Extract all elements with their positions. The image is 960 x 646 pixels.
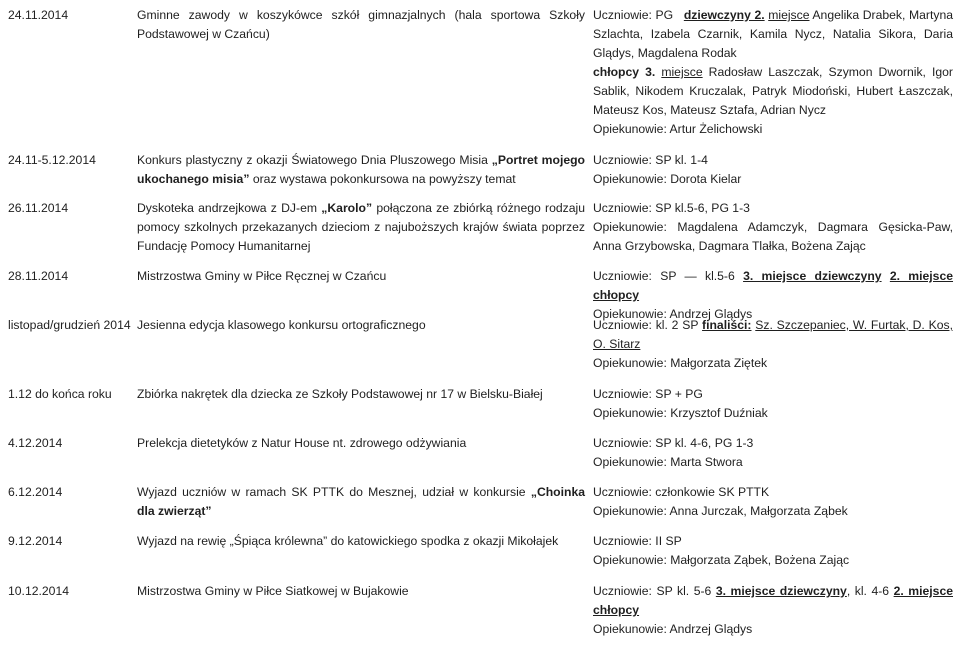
- event-description: Wyjazd na rewię „Śpiąca królewna” do katowickiego spodka z okazji Mikołajek: [137, 534, 559, 548]
- result-boys: 2. miejsce chłopcy: [593, 584, 954, 617]
- event-participants: [593, 151, 953, 189]
- event-text: Dyskoteka andrzejkowa z DJ-em: [137, 201, 318, 215]
- event-title-bold: „Portret mojego ukochanego misia”: [137, 153, 585, 186]
- girls-place: miejsce: [768, 8, 810, 22]
- event-title-bold: „Karolo”: [321, 201, 373, 215]
- event-description: [137, 151, 585, 189]
- participants: Uczniowie: członkowie SK PTTK: [593, 485, 770, 499]
- participants-prefix: Uczniowie: SP — kl.5-6: [593, 269, 735, 283]
- event-date: 1.12 do końca roku: [8, 387, 112, 401]
- event-date: 4.12.2014: [8, 436, 63, 450]
- event-supervisors: Opiekunowie: Krzysztof Duźniak: [593, 406, 768, 420]
- event-title-bold: „Choinka dla zwierząt”: [137, 485, 586, 518]
- result-boys: 2. miejsce chłopcy: [593, 269, 954, 302]
- boys-label: chłopcy 3.: [593, 65, 656, 79]
- participants: Uczniowie: SP kl. 4-6, PG 1-3: [593, 436, 754, 450]
- event-participants: [593, 199, 953, 256]
- participants-mid: , kl. 4-6: [846, 584, 890, 598]
- event-supervisors: Opiekunowie: Małgorzata Ząbek, Bożena Zając: [593, 553, 850, 567]
- event-participants: [593, 385, 953, 423]
- participants-prefix: Uczniowie: kl. 2 SP: [593, 318, 699, 332]
- boys-names: Radosław Laszczak, Szymon Dwornik, Igor Sablik, Nikodem Kruczalak, Patryk Miodoński, Hubert Łaszczak, Mateusz Kos, Mateusz Sztafa, Adrian Nycz: [593, 65, 953, 117]
- event-date: 9.12.2014: [8, 534, 63, 548]
- event-description: [137, 483, 585, 521]
- event-date: 6.12.2014: [8, 485, 63, 499]
- event-description: Mistrzostwa Gminy w Piłce Ręcznej w Czańcu: [137, 269, 387, 283]
- event-text: Konkurs plastyczny z okazji Światowego Dnia Pluszowego Misia: [137, 153, 488, 167]
- participants-prefix: Uczniowie: PG: [593, 8, 674, 22]
- event-description: Prelekcja dietetyków z Natur House nt. zdrowego odżywiania: [137, 436, 467, 450]
- boys-place: miejsce: [661, 65, 703, 79]
- event-description: [137, 199, 585, 256]
- participants: Uczniowie: SP kl. 1-4: [593, 153, 708, 167]
- girls-label: dziewczyny 2.: [683, 8, 765, 22]
- event-date: 24.11-5.12.2014: [8, 153, 96, 167]
- event-supervisors: Opiekunowie: Andrzej Glądys: [593, 307, 753, 321]
- participants: Uczniowie: SP + PG: [593, 387, 703, 401]
- event-participants: [593, 6, 953, 139]
- event-description: Jesienna edycja klasowego konkursu ortograficznego: [137, 318, 426, 332]
- event-date: 24.11.2014: [8, 8, 69, 22]
- participants-prefix: Uczniowie: SP kl. 5-6: [593, 584, 712, 598]
- event-supervisors: Opiekunowie: Magdalena Adamczyk, Dagmara Gęsicka-Paw, Anna Grzybowska, Dagmara Tlałka, Bożena Zając: [593, 220, 953, 253]
- event-date: 10.12.2014: [8, 584, 69, 598]
- event-supervisors: Opiekunowie: Dorota Kielar: [593, 172, 742, 186]
- participants: Uczniowie: SP kl.5-6, PG 1-3: [593, 201, 750, 215]
- finalists-names: Sz. Szczepaniec, W. Furtak, D. Kos, O. Sitarz: [593, 318, 953, 351]
- event-participants: [593, 483, 953, 521]
- event-description: Mistrzostwa Gminy w Piłce Siatkowej w Bujakowie: [137, 584, 409, 598]
- event-supervisors: Opiekunowie: Anna Jurczak, Małgorzata Ząbek: [593, 504, 848, 518]
- event-supervisors: Opiekunowie: Artur Żelichowski: [593, 122, 763, 136]
- girls-names: Angelika Drabek, Martyna Szlachta, Izabela Czarnik, Kamila Nycz, Natalia Sikora, Daria Glądys, Magdalena Rodak: [593, 8, 954, 60]
- event-supervisors: Opiekunowie: Marta Stwora: [593, 455, 743, 469]
- event-participants: [593, 582, 953, 639]
- result-girls: 3. miejsce dziewczyny: [715, 584, 847, 598]
- event-date: listopad/grudzień 2014: [8, 318, 131, 332]
- event-date: 28.11.2014: [8, 269, 69, 283]
- event-participants: [593, 532, 953, 570]
- event-description: Gminne zawody w koszykówce szkół gimnazjalnych (hala sportowa Szkoły Podstawowej w Czańcu): [137, 8, 585, 41]
- event-description: Zbiórka nakrętek dla dziecka ze Szkoły Podstawowej nr 17 w Bielsku-Białej: [137, 387, 543, 401]
- event-date: 26.11.2014: [8, 201, 69, 215]
- finalists-label: finaliści:: [702, 318, 752, 332]
- event-text: Wyjazd uczniów w ramach SK PTTK do Mesznej, udział w konkursie: [137, 485, 526, 499]
- event-supervisors: Opiekunowie: Małgorzata Ziętek: [593, 356, 768, 370]
- event-participants: [593, 316, 953, 373]
- event-text-suffix: połączona ze zbiórką różnego rodzaju pomocy szkolnych przekazanych dzieciom z najuboższych krajów świata poprzez Fundację Pomocy Humanitarnej: [137, 201, 585, 253]
- event-supervisors: Opiekunowie: Andrzej Glądys: [593, 622, 753, 636]
- result-girls: 3. miejsce dziewczyny: [743, 269, 882, 283]
- event-text-suffix: oraz wystawa pokonkursowa na powyższy temat: [252, 172, 516, 186]
- event-participants: [593, 434, 953, 472]
- participants: Uczniowie: II SP: [593, 534, 682, 548]
